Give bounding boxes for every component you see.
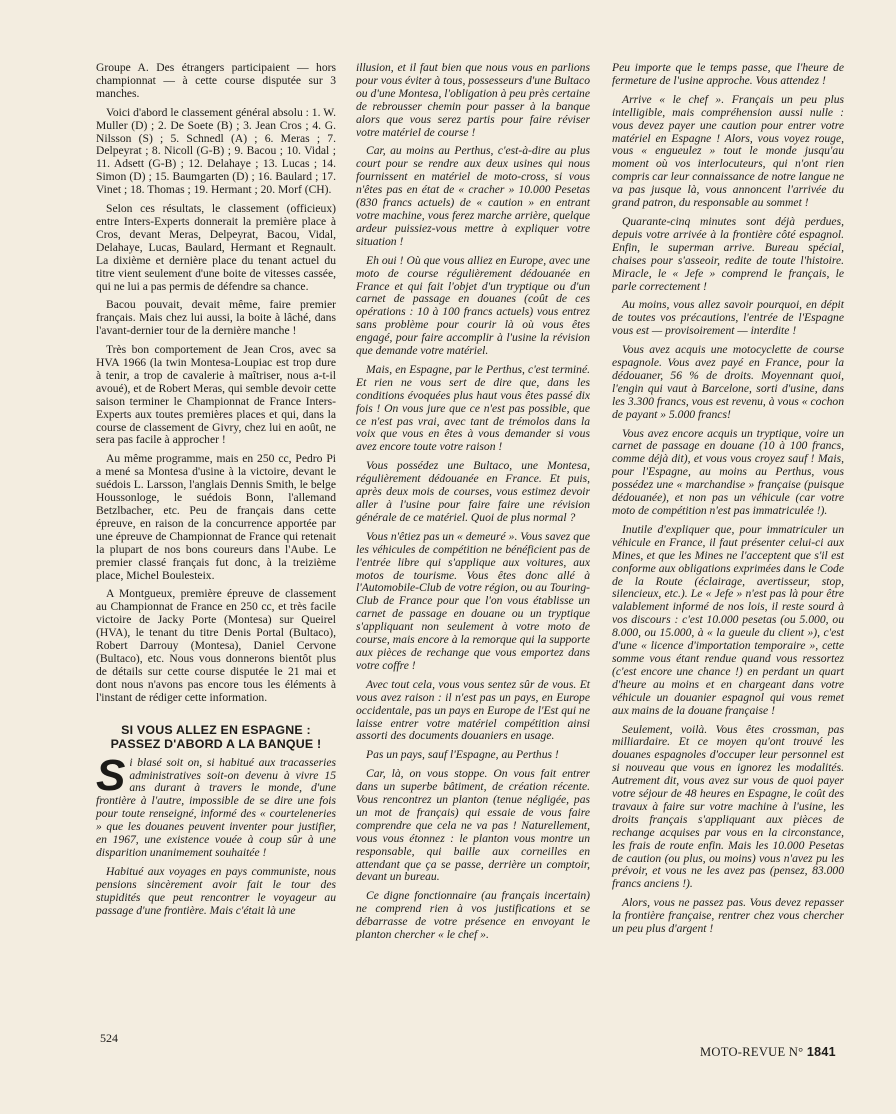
paragraph: illusion, et il faut bien que nous vous en parlions pour vous éviter à tous, possesseurs d'une Bultaco ou d'une Montesa, l'obligation à peu près certaine de rebrousser chemin pour passer à la banque alors que vous serez partis pour faire réviser votre matériel de course ! <box>356 61 590 139</box>
paragraph: Peu importe que le temps passe, que l'heure de fermeture de l'usine approche. Vous attendez ! <box>612 61 844 87</box>
paragraph: Inutile d'expliquer que, pour immatriculer un véhicule en France, il faut présenter celui-ci aux Mines, et que les Mines ne l'acceptent que s'il est conforme aux obligations exprimées dans le Code de la Route (éclairage, avertisseur, stop, silencieux, etc.). Le « Jefe » n'est pas là pour être valablement informé de nos lois, il reste sourd à vos discours : c'est 10.000 pesetas (ou 5.000, ou 8.000, ou 15.000, à « la gueule du client »), c'est d'une « licence d'importation temporaire », cette somme vous étant rendue quand vous ressortez (c'est encore une chance !) en perdant un quart d'heure au moins et en chargeant dans votre véhicule un douanier espagnol qui vous remet aux mains de la douane française ! <box>612 522 844 717</box>
section-heading <box>96 723 336 751</box>
paragraph: Au moins, vous allez savoir pourquoi, en dépit de toutes vos précautions, l'entrée de l'Espagne vous est — provisoirement — interdite ! <box>612 298 844 338</box>
paragraph: Vous avez encore acquis un tryptique, voire un carnet de passage en douane (10 à 100 francs, comme déjà dit), et vous vous croyez sauf ! Mais, pour l'Espagne, au moins au Perthus, vous possédez une « marchandise » française (puisque dédouanée), et non pas un véhicule (car votre moto de compétition n'est pas immatriculée !). <box>612 426 844 517</box>
paragraph: Bacou pouvait, devait même, faire premier français. Mais chez lui aussi, la boite à lâché, dans l'avant-dernier tour de la dernière manche ! <box>96 298 336 338</box>
paragraph: Car, au moins au Perthus, c'est-à-dire au plus court pour se rendre aux deux usines qui nous fournissent en matériel de moto-cross, si vous n'êtes pas en état de « cracher » 10.000 Pesetas (830 francs actuels) de « caution » en entrant votre machine, vous ferez marche arrière, quelque ardeur puissiez-vous mettre à expliquer votre situation ! <box>356 144 590 248</box>
paragraph: Quarante-cinq minutes sont déjà perdues, depuis votre arrivée à la frontière côté espagnol. Enfin, le superman arrive. Bureau spécial, chaises pour s'asseoir, redite de toute l'histoire. Miracle, le « Jefe » comprend le français, le parle correctement ! <box>612 214 844 293</box>
paragraph: Pas un pays, sauf l'Espagne, au Perthus ! <box>366 748 559 762</box>
paragraph: Ce digne fonctionnaire (au français incertain) ne comprend rien à vos justifications et se débarrasse de votre présence en envoyant le planton chercher « le chef ». <box>356 889 590 942</box>
paragraph: Avec tout cela, vous vous sentez sûr de vous. Et vous avez raison : il n'est pas un pays, en Europe occidentale, pas un pays en Europe de l'Est qui ne laisse entrer votre matériel compétition ainsi assorti des documents douaniers en usage. <box>356 677 590 743</box>
paragraph: Seulement, voilà. Vous êtes crossman, pas milliardaire. Et ce moyen qu'ont trouvé les douanes espagnoles d'occuper leur personnel est si nouveau que vous en ignorez les modalités. Autrement dit, vous avez sur vous de quoi payer votre séjour de 48 heures en Espagne, le coût des travaux à faire sur votre machine à l'usine, les droits français s'appliquant aux pièces de rechange acquises par vous en la circonstance, les frais de route enfin. Mais les 10.000 Pesetas de caution (ou plus, ou moins) vous n'avez pu les prévoir, et vous ne les avez pas (pensez, 83.000 francs anciens !). <box>612 722 844 891</box>
paragraph: Voici d'abord le classement général absolu : 1. W. Muller (D) ; 2. De Soete (B) ; 3. Jean Cros ; 4. G. Nilsson (S) ; 5. Schnedl (A) ; 6. Meras ; 7. Delpeyrat ; 8. Nicoll (G-B) ; 9. Bacou ; 10. Vidal ; 11. Adsett (G-B) ; 12. Delahaye ; 13. Lucas ; 14. Simon (D) ; 15. Baumgarten (D) ; 16. Baulard ; 17. Vinet ; 18. Thomas ; 19. Hermant ; 20. Morf (CH). <box>96 105 336 197</box>
column-middle <box>356 62 590 948</box>
paragraph: Groupe A. Des étrangers participaient — hors championnat — à cette course disputée sur 3 manches. <box>96 61 336 100</box>
paragraph: Vous n'êtiez pas un « demeuré ». Vous savez que les véhicules de compétition ne bénéficient pas de l'entrée libre qui s'applique aux voitures, aux motos de tourisme. Vous êtes donc allé à l'Automobile-Club de votre région, ou au Touring-Club de France pour que l'on vous établisse un carnet de passage en douane ou un tryptique s'appliquant non seulement à votre moto de course, mais encore à la remorque qui la supporte aux pièces de rechange que vous emportez dans votre coffre ! <box>356 529 590 672</box>
paragraph: Habitué aux voyages en pays communiste, nous pensions sincèrement avoir fait le tour des stupidités que peut rencontrer le voyageur au passage d'une frontière. Mais c'était là une <box>96 864 336 917</box>
column-left <box>96 62 336 923</box>
paragraph: Alors, vous ne passez pas. Vous devez repasser la frontière française, rentrer chez vous chercher un peu plus d'argent ! <box>612 896 844 936</box>
issue-number: 1841 <box>806 1045 836 1059</box>
paragraph: Au même programme, mais en 250 cc, Pedro Pi a mené sa Montesa d'usine à la victoire, devant le suédois L. Larsson, l'anglais Dennis Smith, le belge Houssonloge, le suédois Bonn, l'allemand Betzlbacher, etc. Peu de français dans cette épreuve, en raison de la concurrence apportée par une épreuve de Championnat de France qui retenait la plupart de nos bons coureurs dans l'Aube. Le premier classé français fut donc, à la treizième place, Michel Boulesteix. <box>96 452 336 582</box>
paragraph: Arrive « le chef ». Français un peu plus intelligible, mais compréhension aussi nulle : vous devez payer une caution pour entrer votre matériel en Espagne ! Alors, vous voyez rouge, vous « engueulez » tout le monde jusqu'au moment où vos interlocuteurs, qui n'ont rien compris car leur connaissance de notre langue ne va pas jusque là, vous annoncent l'arrivée du grand patron, du responsable au sommet ! <box>612 92 844 210</box>
section-heading-line: SI VOUS ALLEZ EN ESPAGNE : <box>121 722 311 737</box>
magazine-footer <box>700 1045 836 1060</box>
paragraph: A Montgueux, première épreuve de classement au Championnat de France en 250 cc, et très facile victoire de Jacky Porte (Montesa) sur Queirel (HVA), le tenant du titre Denis Portal (Bultaco), Robert Darrouy (Montesa), Daniel Cervone (Bultaco), etc. Nous vous donnerons bientôt plus de détails sur cette course disputée le 21 mai et dont nous n'avons pas encore tous les éléments à l'instant de rédiger cette information. <box>96 587 336 704</box>
page-number: 524 <box>100 1031 118 1045</box>
section-heading-line: PASSEZ D'ABORD A LA BANQUE ! <box>110 736 322 751</box>
column-right <box>612 62 844 942</box>
paragraph: Selon ces résultats, le classement (officieux) entre Inters-Experts donnerait la première place à Cros, devant Meras, Delpeyrat, Bacou, Vidal, Delahaye, Lucas, Baulard, Hermant et Regnault. La dixième et dernière place du tenant actuel du titre vient seulement d'une boite de vitesses cassée, qui ne lui a pas permis de défendre sa chance. <box>96 202 336 293</box>
paragraph: Eh oui ! Où que vous alliez en Europe, avec une moto de course régulièrement dédouanée en France et qui fait l'objet d'un tryptique ou d'un carnet de passage en douanes (coût de ces opérations : 10 à 100 francs actuels) vous entrez sans problème pour courir là où vous êtes engagé, pour faire accomplir à l'usine la révision que demande votre matériel. <box>356 253 590 358</box>
paragraph: Mais, en Espagne, par le Perthus, c'est terminé. Et rien ne vous sert de dire que, dans les conditions évoquées plus haut vous êtes passé dix fois ! On vous jure que ce n'est pas possible, que ce n'est pas vrai, avec tant de trémolos dans la voix que vous en êtes à vous demander si vous avez encore toute votre raison ! <box>356 362 590 454</box>
lead-text: i blasé soit on, si habitué aux tracasseries administratives soit-on devenu à vivre 15 ans durant à travers le monde, d'une frontière à l'autre, impossible de se dire une fois pour toute renseigné, informé des « courteleneries » que les douanes peuvent inventer pour justifier, en 1967, une existence vouée à coup sûr à une disparition unanimement souhaitée ! <box>96 755 336 859</box>
drop-cap: S <box>96 750 126 800</box>
paragraph: Très bon comportement de Jean Cros, avec sa HVA 1966 (la twin Montesa-Loupiac est trop dure à tenir, a trop de cavalerie à maîtriser, nous a-t-il avoué), et de Robert Meras, qui semble devoir cette saison terminer le Championnat de France Inters-Experts aux toutes premières places et qui, dans la course de classement de Givry, chez lui en août, ne sera pas facile à approcher ! <box>96 343 336 447</box>
paragraph: Car, là, on vous stoppe. On vous fait entrer dans un superbe bâtiment, de création récente. Vous rencontrez un planton (tenue négligée, pas un mot de français) qui essaie de vous faire comprendre que cela ne va pas ! Naturellement, vous vous étonnez : le planton vous montre un responsable, qui baille aux corneilles en attendant que ça se passe, derrière un comptoir, devant un bureau. <box>356 767 590 884</box>
magazine-name: MOTO-REVUE N° <box>700 1045 804 1059</box>
paragraph: Vous avez acquis une motocyclette de course espagnole. Vous avez payé en France, pour la dédouaner, 56 % de droits. Moyennant quoi, l'engin qui vaut à Barcelone, sorti d'usine, dans les 3.300 francs, vous est revenu, à vous « cochon de payant » 5.000 francs! <box>612 343 844 421</box>
paragraph: Vous possédez une Bultaco, une Montesa, régulièrement dédouanée en France. Et puis, après deux mois de courses, vous estimez devoir aller à l'usine pour faire faire une révision générale de ce matériel. Quoi de plus normal ? <box>356 459 590 524</box>
lead-paragraph <box>96 750 336 860</box>
